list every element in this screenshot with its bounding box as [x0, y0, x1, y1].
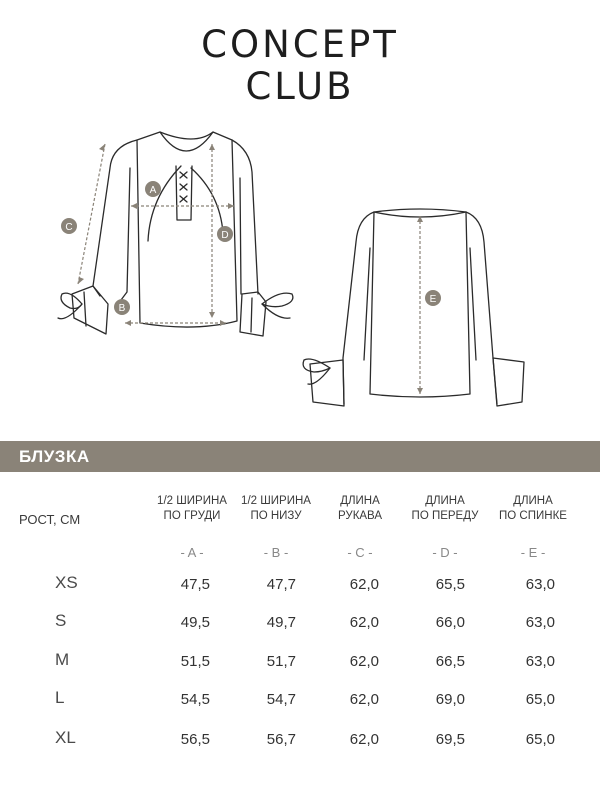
marker-c [61, 218, 77, 234]
table-cell: 69,5 [435, 731, 465, 748]
column-header-line2: ПО ПЕРЕДУ [411, 510, 479, 522]
svg-text:B: B [118, 303, 126, 314]
column-header [152, 494, 232, 524]
column-code: - C - [347, 545, 373, 560]
column-header-line1: ДЛИНА [425, 495, 465, 507]
table-cell: 54,7 [266, 691, 296, 708]
section-band [0, 441, 600, 472]
svg-text:D: D [221, 230, 229, 241]
column-header-line2: ПО НИЗУ [250, 510, 302, 522]
row-header-label: РОСТ, СМ [19, 512, 81, 527]
column-code: - E - [520, 545, 546, 560]
table-cell: 65,0 [525, 731, 555, 748]
column-header-line1: ДЛИНА [513, 495, 553, 507]
section-title: БЛУЗКА [19, 447, 90, 466]
table-cell: 56,5 [180, 731, 210, 748]
size-label: S [55, 611, 67, 630]
column-code: - D - [432, 545, 458, 560]
column-header-line2: ПО СПИНКЕ [499, 510, 567, 522]
svg-text:C: C [65, 222, 73, 233]
table-cell: 65,0 [525, 691, 555, 708]
brand-logo-line1: CONCEPT [201, 23, 399, 66]
brand-logo-line2: CLUB [245, 65, 355, 108]
column-header-line1: 1/2 ШИРИНА [241, 495, 311, 507]
column-header [320, 494, 400, 524]
table-cell: 63,0 [525, 653, 555, 670]
size-label: XL [55, 728, 76, 747]
size-label: L [55, 688, 65, 707]
table-cell: 51,7 [266, 653, 296, 670]
marker-e [425, 290, 441, 306]
table-cell: 62,0 [349, 614, 379, 631]
table-cell: 62,0 [349, 691, 379, 708]
column-header-line2: РУКАВА [337, 510, 383, 522]
column-code: - A - [180, 545, 204, 560]
column-header [236, 494, 316, 524]
table-cell: 63,0 [525, 576, 555, 593]
table-cell: 62,0 [349, 576, 379, 593]
marker-a [145, 181, 161, 197]
table-cell: 51,5 [180, 653, 210, 670]
size-label: XS [55, 573, 78, 592]
column-header-line1: ДЛИНА [340, 495, 380, 507]
back-view-drawing [303, 209, 524, 406]
table-cell: 54,5 [180, 691, 210, 708]
size-label: M [55, 650, 70, 669]
table-cell: 66,5 [435, 653, 465, 670]
front-view-drawing [58, 132, 293, 336]
table-cell: 63,0 [525, 614, 555, 631]
column-header-line1: 1/2 ШИРИНА [157, 495, 227, 507]
table-cell: 66,0 [435, 614, 465, 631]
marker-b [114, 299, 130, 315]
brand-logo [0, 24, 600, 108]
marker-d [217, 226, 233, 242]
table-cell: 49,7 [266, 614, 296, 631]
svg-text:A: A [149, 185, 157, 196]
table-cell: 49,5 [180, 614, 210, 631]
size-table [0, 472, 600, 800]
table-cell: 62,0 [349, 653, 379, 670]
column-header-line2: ПО ГРУДИ [163, 510, 221, 522]
garment-illustration [0, 108, 600, 428]
column-header [405, 494, 485, 524]
table-cell: 47,5 [180, 576, 210, 593]
table-cell: 56,7 [266, 731, 296, 748]
svg-text:E: E [429, 294, 437, 305]
column-header [493, 494, 573, 524]
table-cell: 62,0 [349, 731, 379, 748]
table-cell: 65,5 [435, 576, 465, 593]
column-code: - B - [263, 545, 289, 560]
table-cell: 47,7 [266, 576, 296, 593]
table-cell: 69,0 [435, 691, 465, 708]
